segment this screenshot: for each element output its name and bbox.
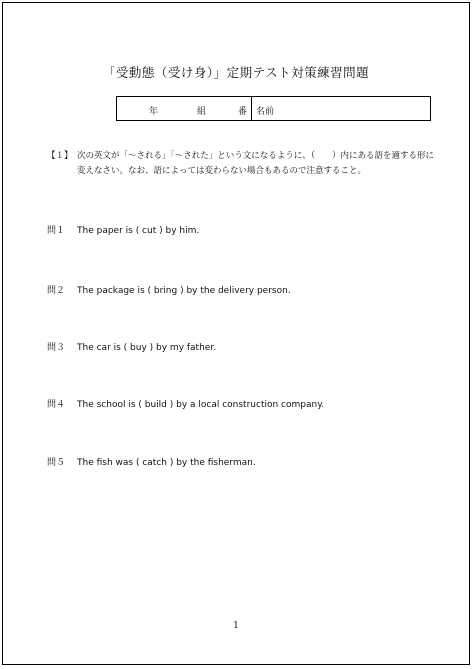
student-info-box (116, 96, 431, 121)
question-1 (47, 223, 199, 236)
class-label: 組 (197, 107, 207, 117)
year-label: 年 (149, 107, 159, 117)
name-label: 名前 (256, 107, 275, 117)
info-divider (251, 97, 252, 120)
question-text: The school is ( build ) by a local construction company. (77, 400, 325, 410)
question-text: The fish was ( catch ) by the fisherman. (77, 458, 256, 468)
question-2 (47, 283, 291, 296)
question-number: 問３ (47, 343, 66, 353)
section-label: 【１】 (47, 151, 73, 161)
page-number: 1 (233, 621, 239, 631)
question-5 (47, 455, 256, 468)
question-3 (47, 340, 216, 353)
question-text: The car is ( buy ) by my father. (77, 343, 217, 353)
number-label: 番 (238, 107, 248, 117)
question-text: The package is ( bring ) by the delivery person. (77, 286, 291, 296)
question-number: 問５ (47, 458, 66, 468)
worksheet-page (2, 2, 470, 665)
question-4 (47, 397, 324, 410)
instruction-block (47, 149, 439, 178)
question-text: The paper is ( cut ) by him. (77, 226, 200, 236)
question-number: 問２ (47, 286, 66, 296)
question-number: 問４ (47, 400, 66, 410)
page-title: 「受動態（受け身）」定期テスト対策練習問題 (102, 65, 370, 80)
instruction-text: 次の英文が「～される」「～された」という文になるように、（ ）内にある語を適する形に変えなさい。なお、語によっては変わらない場合もあるので注意すること。 (77, 151, 435, 176)
question-number: 問１ (47, 226, 66, 236)
